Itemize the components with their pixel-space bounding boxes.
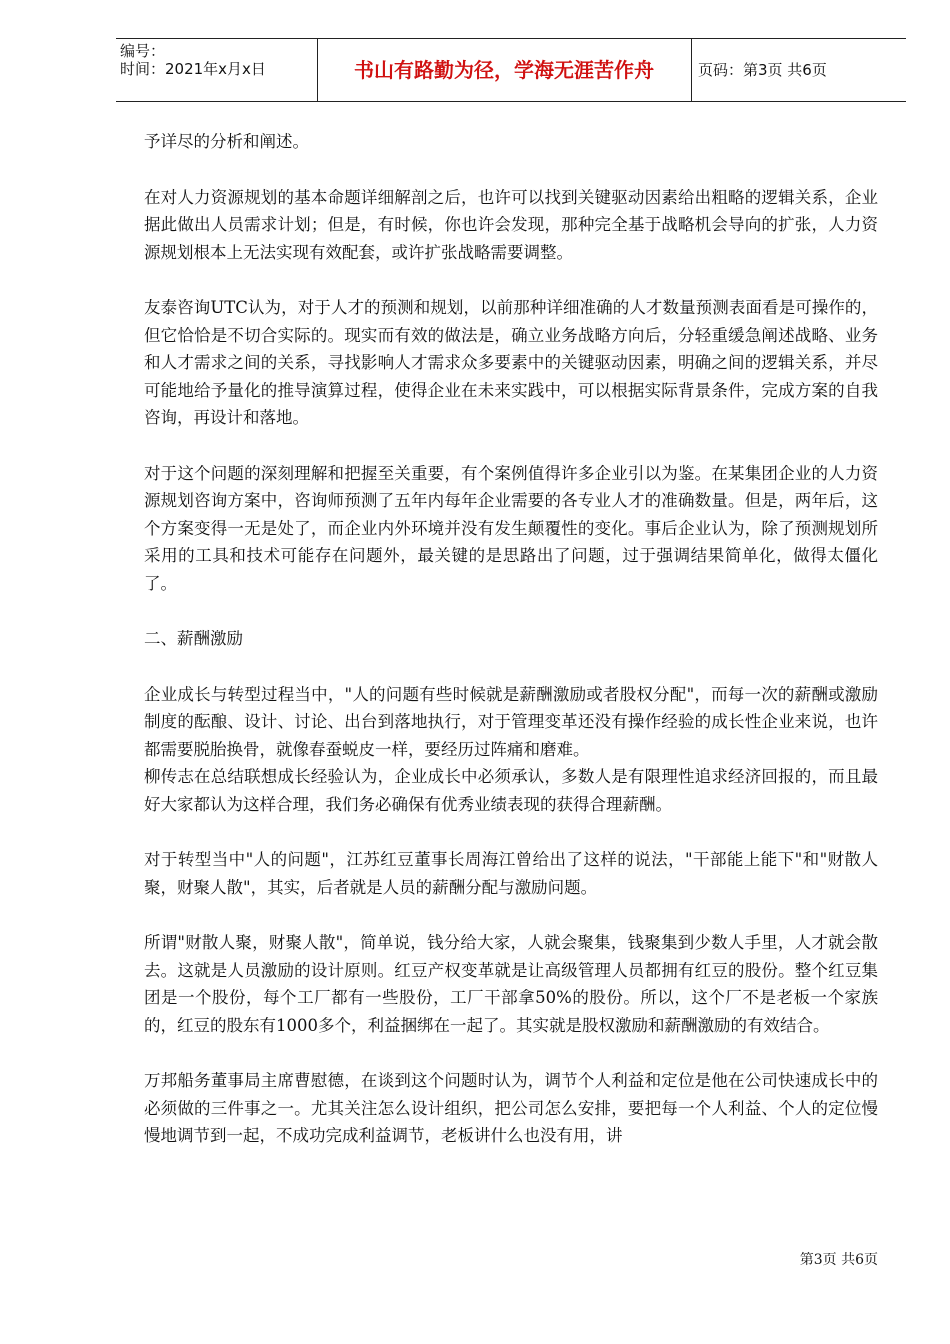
page-header xyxy=(116,38,906,102)
paragraph: 对于这个问题的深刻理解和把握至关重要，有个案例值得许多企业引以为鉴。在某集团企业的人力资源规划咨询方案中，咨询师预测了五年内每年企业需要的各专业人才的准确数量。但是，两年后，这个方案变得一无是处了，而企业内外环境并没有发生颠覆性的变化。事后企业认为，除了预测规划所采用的工具和技术可能存在问题外，最关键的是思路出了问题，过于强调结果简单化，做得太僵化了。 xyxy=(144,463,878,593)
paragraph: 企业成长与转型过程当中，"人的问题有些时候就是薪酬激励或者股权分配"，而每一次的薪酬或激励制度的酝酿、设计、讨论、出台到落地执行，对于管理变革还没有操作经验的成长性企业来说，也许都需要脱胎换骨，就像春蚕蜕皮一样，要经历过阵痛和磨难。 xyxy=(144,684,878,759)
section-heading: 二、薪酬激励 xyxy=(144,629,243,648)
header-divider-right xyxy=(691,39,692,101)
paragraph: 予详尽的分析和阐述。 xyxy=(144,132,309,151)
paragraph: 在对人力资源规划的基本命题详细解剖之后，也许可以找到关键驱动因素给出粗略的逻辑关系，企业据此做出人员需求计划；但是，有时候，你也许会发现，那种完全基于战略机会导向的扩张，人力资源规划根本上无法实现有效配套，或许扩张战略需要调整。 xyxy=(144,187,878,262)
page-footer: 第3页 共6页 xyxy=(799,1252,878,1268)
paragraph: 万邦船务董事局主席曹慰德，在谈到这个问题时认为，调节个人利益和定位是他在公司快速成长中的必须做的三件事之一。尤其关注怎么设计组织，把公司怎么安排，要把每一个人利益、个人的定位慢慢地调节到一起，不成功完成利益调节，老板讲什么也没有用，讲 xyxy=(144,1071,878,1145)
time-label: 时间：2021年x月x日 xyxy=(120,60,266,78)
header-page-number: 页码：第3页 共6页 xyxy=(698,61,827,79)
paragraph: 对于转型当中"人的问题"，江苏红豆董事长周海江曾给出了这样的说法，"干部能上能下"和"财散人聚，财聚人散"，其实，后者就是人员的薪酬分配与激励问题。 xyxy=(144,850,878,897)
document-body xyxy=(144,128,878,1178)
header-meta xyxy=(120,42,266,78)
paragraph: 友泰咨询UTC认为，对于人才的预测和规划，以前那种详细准确的人才数量预测表面看是可操作的，但它恰恰是不切合实际的。现实而有效的做法是，确立业务战略方向后，分轻重缓急阐述战略、业务和人才需求之间的关系，寻找影响人才需求众多要素中的关键驱动因素，明确之间的逻辑关系，并尽可能地给予量化的推导演算过程，使得企业在未来实践中，可以根据实际背景条件，完成方案的自我咨询，再设计和落地。 xyxy=(144,298,878,427)
number-label: 编号： xyxy=(120,42,166,60)
paragraph: 所谓"财散人聚，财聚人散"，简单说，钱分给大家，人就会聚集，钱聚集到少数人手里，人才就会散去。这就是人员激励的设计原则。红豆产权变革就是让高级管理人员都拥有红豆的股份。整个红豆集团是一个股份，每个工厂都有一些股份，工厂干部拿50%的股份。所以，这个厂不是老板一个家族的，红豆的股东有1000多个，利益捆绑在一起了。其实就是股权激励和薪酬激励的有效结合。 xyxy=(144,933,878,1035)
paragraph: 柳传志在总结联想成长经验认为，企业成长中必须承认，多数人是有限理性追求经济回报的，而且最好大家都认为这样合理，我们务必确保有优秀业绩表现的获得合理薪酬。 xyxy=(144,767,878,814)
header-motto: 书山有路勤为径，学海无涯苦作舟 xyxy=(354,58,654,82)
